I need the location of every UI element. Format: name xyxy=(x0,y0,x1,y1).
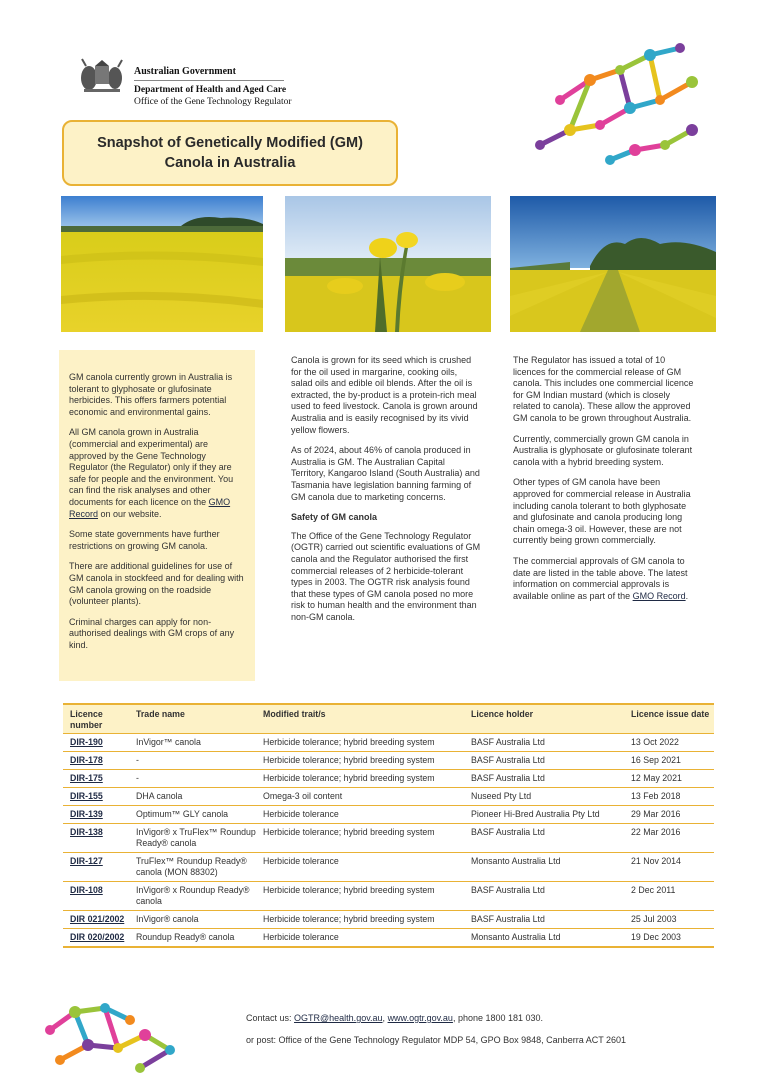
cell-trade-name: - xyxy=(136,755,139,765)
licence-link[interactable]: DIR-190 xyxy=(70,737,103,747)
cell-licence-holder: Monsanto Australia Ltd xyxy=(471,932,561,942)
licence-link[interactable]: DIR-178 xyxy=(70,755,103,765)
cell-modified-traits: Omega-3 oil content xyxy=(263,791,343,801)
government-header xyxy=(76,56,296,108)
dna-molecule-icon xyxy=(520,30,720,190)
gmo-record-link[interactable]: GMO Record xyxy=(69,496,231,519)
intro-paragraph-2: All GM canola grown in Australia (commercial and experimental) are approved by the Gene Technology Regulator (the Regulator) only if they are safe for people and the environment. You can find the risk analyses and other documents for each licence on the GMO Record on our website. xyxy=(69,427,234,519)
cell-trade-name: DHA canola xyxy=(136,791,183,801)
safety-heading: Safety of GM canola xyxy=(291,512,378,523)
safety-paragraph: The Office of the Gene Technology Regulator (OGTR) carried out scientific evaluations of GM canola and the Regulator authorised the first commercial releases of 2 herbicide-tolerant types in 2003. The OGTR risk analysis found that these types of GM canola posed no more risk to human health and the environment than non-GM canola. xyxy=(291,530,481,622)
cell-licence-number xyxy=(63,773,136,784)
licences-paragraph-1: The Regulator has issued a total of 10 licences for the commercial release of GM canola. This includes one commercial licence for GM Indian mustard (which is closely related to canola). These allow the approved GM canola to be grown throughout Australia. xyxy=(513,355,694,423)
cell-modified-traits: Herbicide tolerance xyxy=(263,809,339,819)
cell-modified-traits: Herbicide tolerance xyxy=(263,932,339,942)
cell-trade-name: InVigor® x TruFlex™ Roundup Ready® canola xyxy=(136,827,256,848)
cell-trade-name: Optimum™ GLY canola xyxy=(136,809,229,819)
cell-licence-holder: BASF Australia Ltd xyxy=(471,914,545,924)
licence-link[interactable]: DIR 021/2002 xyxy=(70,914,125,924)
cell-licence-holder: BASF Australia Ltd xyxy=(471,773,545,783)
licence-link[interactable]: DIR-138 xyxy=(70,827,103,837)
cell-modified-traits: Herbicide tolerance; hybrid breeding system xyxy=(263,914,435,924)
licences-column xyxy=(513,355,699,611)
header-modified-traits: Modified trait/s xyxy=(263,709,326,719)
licences-paragraph-3: Other types of GM canola have been approved for commercial release in Australia including canola tolerant to both glyphosate and glufosinate and canola producing long chain omega-3 oil. However, these are not currently being grown commercially. xyxy=(513,477,691,546)
licences-paragraph-4: The commercial approvals of GM canola to date are listed in the table above. The latest information on commercial approvals is available online as part of the GMO Record. xyxy=(513,555,689,601)
cell-licence-holder: Pioneer Hi-Bred Australia Pty Ltd xyxy=(471,809,600,819)
cell-licence-number xyxy=(63,827,136,849)
intro-paragraph-1: GM canola currently grown in Australia is tolerant to glyphosate or glufosinate herbicides. This offers farmers potential economic and environmental gains. xyxy=(69,372,233,417)
cell-issue-date: 19 Dec 2003 xyxy=(631,932,681,942)
cell-licence-number xyxy=(63,856,136,878)
cell-issue-date: 22 Mar 2016 xyxy=(631,827,681,837)
table-row xyxy=(63,910,714,928)
government-name: Australian Government xyxy=(134,66,236,77)
licence-link[interactable]: DIR 020/2002 xyxy=(70,932,125,942)
website-link[interactable]: www.ogtr.gov.au xyxy=(387,1013,453,1023)
cell-modified-traits: Herbicide tolerance; hybrid breeding system xyxy=(263,885,435,895)
table-row xyxy=(63,823,714,852)
cell-trade-name: InVigor® x Roundup Ready® canola xyxy=(136,885,250,906)
cell-licence-number xyxy=(63,932,136,943)
email-link[interactable]: OGTR@health.gov.au xyxy=(294,1013,383,1023)
cell-licence-number xyxy=(63,791,136,802)
postal-address: or post: Office of the Gene Technology Regulator MDP 54, GPO Box 9848, Canberra ACT 2601 xyxy=(246,1035,627,1045)
cell-modified-traits: Herbicide tolerance; hybrid breeding system xyxy=(263,827,435,837)
table-row xyxy=(63,751,714,769)
cell-licence-holder: BASF Australia Ltd xyxy=(471,827,545,837)
cell-modified-traits: Herbicide tolerance; hybrid breeding system xyxy=(263,773,435,783)
cell-licence-holder: BASF Australia Ltd xyxy=(471,737,545,747)
cell-issue-date: 2 Dec 2011 xyxy=(631,885,676,895)
cell-issue-date: 16 Sep 2021 xyxy=(631,755,681,765)
licence-link[interactable]: DIR-155 xyxy=(70,791,103,801)
table-header xyxy=(63,703,714,733)
licence-link[interactable]: DIR-108 xyxy=(70,885,103,895)
document-title xyxy=(62,120,398,186)
canola-paragraph-1: Canola is grown for its seed which is crushed for the oil used in margarine, cooking oils, salad oils and edible oil blends. After the oil is extracted, the by-product is a protein-rich meal used to feed livestock. Canola is grown around Australia and is easily recognised by its vivid yellow flowers. xyxy=(291,355,478,435)
coat-of-arms-icon xyxy=(76,56,128,96)
dna-molecule-icon xyxy=(40,990,200,1074)
table-row xyxy=(63,928,714,948)
canola-flower-photo xyxy=(285,196,491,332)
cell-issue-date: 13 Oct 2022 xyxy=(631,737,679,747)
cell-licence-holder: BASF Australia Ltd xyxy=(471,755,545,765)
table-row xyxy=(63,769,714,787)
cell-licence-number xyxy=(63,755,136,766)
header-licence-holder: Licence holder xyxy=(471,709,534,719)
intro-panel xyxy=(59,350,255,681)
cell-licence-number xyxy=(63,737,136,748)
cell-trade-name: InVigor® canola xyxy=(136,914,199,924)
cell-trade-name: Roundup Ready® canola xyxy=(136,932,235,942)
licence-link[interactable]: DIR-175 xyxy=(70,773,103,783)
cell-licence-holder: Monsanto Australia Ltd xyxy=(471,856,561,866)
table-row xyxy=(63,787,714,805)
cell-issue-date: 25 Jul 2003 xyxy=(631,914,677,924)
cell-licence-holder: BASF Australia Ltd xyxy=(471,885,545,895)
cell-licence-holder: Nuseed Pty Ltd xyxy=(471,791,532,801)
title-line-2: Canola in Australia xyxy=(164,155,296,171)
canola-crop-rows-photo xyxy=(510,196,716,332)
cell-issue-date: 21 Nov 2014 xyxy=(631,856,681,866)
table-row xyxy=(63,805,714,823)
cell-issue-date: 29 Mar 2016 xyxy=(631,809,681,819)
cell-modified-traits: Herbicide tolerance; hybrid breeding system xyxy=(263,755,435,765)
canola-info-column xyxy=(291,355,481,632)
cell-modified-traits: Herbicide tolerance; hybrid breeding system xyxy=(263,737,435,747)
gmo-record-link[interactable]: GMO Record xyxy=(632,590,686,601)
contact-info xyxy=(246,1012,626,1056)
header-issue-date: Licence issue date xyxy=(631,709,710,719)
cell-trade-name: TruFlex™ Roundup Ready® canola (MON 88302) xyxy=(136,856,247,877)
licences-paragraph-2: Currently, commercially grown GM canola in Australia is glyphosate or glufosinate tolerant canola with a hybrid breeding system. xyxy=(513,433,693,467)
cell-issue-date: 13 Feb 2018 xyxy=(631,791,681,801)
table-row xyxy=(63,881,714,910)
cell-licence-number xyxy=(63,914,136,925)
title-line-1: Snapshot of Genetically Modified (GM) xyxy=(97,135,363,151)
intro-paragraph-5: Criminal charges can apply for non-authorised dealings with GM crops of any kind. xyxy=(69,616,235,650)
intro-paragraph-4: There are additional guidelines for use of GM canola in stockfeed and for dealing with GM canola growing on the roadside (volunteer plants). xyxy=(69,561,244,607)
department-name: Department of Health and Aged Care xyxy=(134,85,287,95)
cell-issue-date: 12 May 2021 xyxy=(631,773,682,783)
licence-link[interactable]: DIR-127 xyxy=(70,856,103,866)
licence-link[interactable]: DIR-139 xyxy=(70,809,103,819)
table-row xyxy=(63,852,714,881)
cell-trade-name: - xyxy=(136,773,139,783)
header-licence-number: Licence number xyxy=(70,709,103,730)
cell-trade-name: InVigor™ canola xyxy=(136,737,201,747)
contact-line: Contact us: OGTR@health.gov.au, www.ogtr.gov.au, phone 1800 181 030. xyxy=(246,1013,544,1023)
cell-licence-number xyxy=(63,809,136,820)
canola-paragraph-2: As of 2024, about 46% of canola produced in Australia is GM. The Australian Capital Territory, Kangaroo Island (South Australia) and Tasmania have legislation banning farming of GM canola due to marketing concerns. xyxy=(291,445,480,502)
cell-modified-traits: Herbicide tolerance xyxy=(263,856,339,866)
canola-field-photo xyxy=(61,196,263,332)
intro-paragraph-3: Some state governments have further restrictions on growing GM canola. xyxy=(69,529,220,551)
table-row xyxy=(63,733,714,751)
header-trade-name: Trade name xyxy=(136,709,185,719)
cell-licence-number xyxy=(63,885,136,907)
office-name: Office of the Gene Technology Regulator xyxy=(134,97,292,107)
licence-table xyxy=(63,703,714,948)
